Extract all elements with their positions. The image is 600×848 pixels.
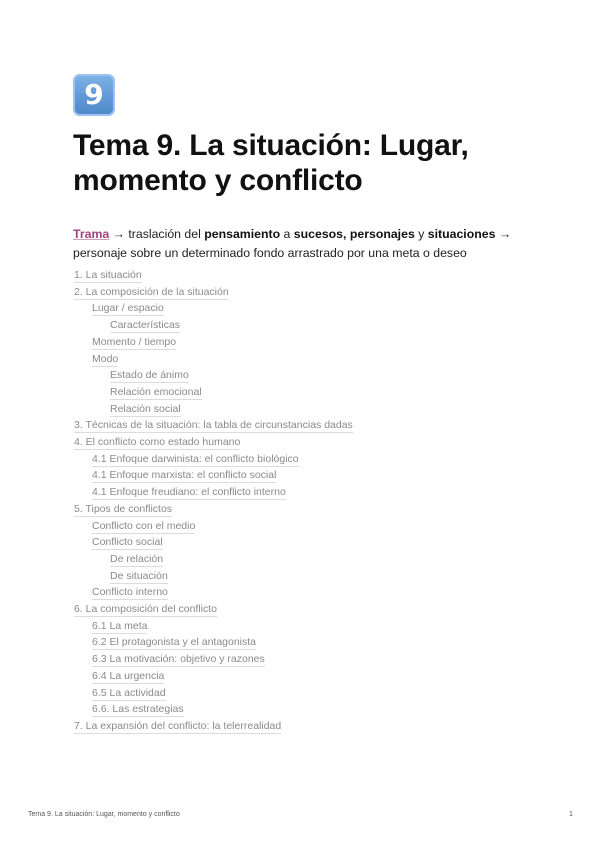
toc-link[interactable]: Características	[110, 319, 181, 332]
toc-link[interactable]: Modo	[92, 352, 119, 365]
intro-text-3: y	[414, 227, 428, 241]
toc-link[interactable]: Lugar / espacio	[92, 302, 164, 315]
toc-link[interactable]: De relación	[110, 552, 164, 565]
page-icon-label: 9	[84, 78, 104, 111]
toc-link[interactable]: 6. La composición del conflicto	[74, 603, 217, 615]
toc-link[interactable]: 6.5 La actividad	[92, 686, 166, 699]
intro-paragraph	[73, 225, 533, 263]
toc-link[interactable]: 6.2 El protagonista y el antagonista	[92, 636, 257, 649]
footer-page-number: 1	[569, 811, 573, 818]
toc-link[interactable]: 4.1 Enfoque marxista: el conflicto social	[92, 469, 277, 482]
footer-title: Tema 9. La situación: Lugar, momento y conflicto	[28, 811, 180, 818]
toc-link[interactable]: 4. El conflicto como estado humano	[74, 436, 241, 448]
toc-link[interactable]: Relación emocional	[110, 385, 202, 398]
toc-link[interactable]: 5. Tipos de conflictos	[74, 502, 173, 515]
toc-link[interactable]: 4.1 Enfoque freudiano: el conflicto interno	[92, 486, 286, 499]
toc-link[interactable]: Conflicto con el medio	[92, 519, 196, 532]
intro-text-2: a	[280, 227, 294, 241]
toc-link[interactable]: 3. Técnicas de la situación: la tabla de circunstancias dadas	[74, 419, 353, 432]
toc-link[interactable]: 1. La situación	[74, 269, 142, 281]
toc-link[interactable]: 2. La composición de la situación	[74, 285, 229, 298]
intro-bold-sucesos: sucesos, personajes	[293, 227, 415, 241]
toc-link[interactable]: 6.6. Las estrategias	[92, 703, 184, 716]
toc-link[interactable]: Estado de ánimo	[110, 369, 189, 382]
toc-link[interactable]: Conflicto interno	[92, 586, 168, 599]
toc-link[interactable]: 7. La expansión del conflicto: la telerrealidad	[74, 719, 282, 732]
page-title: Tema 9. La situación: Lugar, momento y conflicto	[73, 129, 469, 197]
toc-link[interactable]: Momento / tiempo	[92, 335, 177, 348]
intro-text-1: → traslación del	[109, 227, 205, 241]
toc-link[interactable]: Relación social	[110, 402, 181, 415]
toc-link[interactable]: 6.4 La urgencia	[92, 669, 165, 682]
intro-bold-situaciones: situaciones	[427, 227, 496, 241]
toc-link[interactable]: 6.1 La meta	[92, 619, 148, 632]
toc-link[interactable]: 6.3 La motivación: objetivo y razones	[92, 653, 265, 666]
toc-link[interactable]: 4.1 Enfoque darwinista: el conflicto biológico	[92, 452, 299, 465]
trama-link[interactable]: Trama	[73, 227, 110, 241]
toc-link[interactable]: Conflicto social	[92, 536, 163, 549]
page-icon-nine	[73, 74, 115, 116]
intro-bold-pensamiento: pensamiento	[204, 227, 281, 241]
toc-link[interactable]: De situación	[110, 569, 168, 582]
intro-text-4: → personaje sobre un determinado fondo arrastrado por una meta o deseo	[73, 227, 512, 260]
